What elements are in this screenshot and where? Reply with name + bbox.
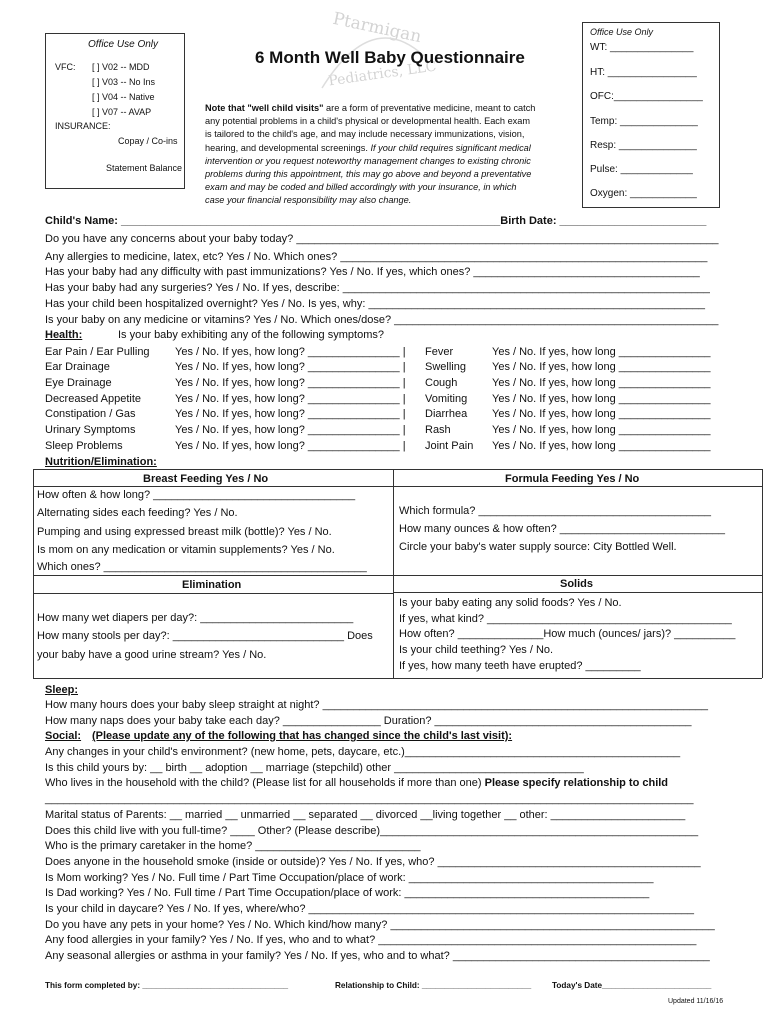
breast-feeding-question[interactable]: Which ones? ___________________________________________ — [37, 561, 367, 573]
symptom-name: Sleep Problems — [45, 440, 123, 452]
social-question[interactable]: Who is the primary caretaker in the home? ___________________________ — [45, 840, 421, 852]
social-question[interactable]: __________________________________________________________________________________________________________ — [45, 793, 694, 805]
page-title: 6 Month Well Baby Questionnaire — [255, 48, 525, 67]
symptom-ask[interactable]: Yes / No. If yes, how long? _______________ | — [175, 393, 406, 405]
symptom-ask[interactable]: Yes / No. If yes, how long? _______________ | — [175, 440, 406, 452]
table-divider — [393, 486, 762, 487]
todays-date-field[interactable]: Today's Date________________________ — [552, 981, 712, 990]
symptom-ask[interactable]: Yes / No. If yes, how long _______________ — [492, 440, 711, 452]
solids-question[interactable]: If yes, how many teeth have erupted? _________ — [399, 660, 641, 672]
symptom-ask[interactable]: Yes / No. If yes, how long? _______________ | — [175, 424, 406, 436]
office-use-title-right: Office Use Only — [590, 27, 654, 37]
question-line[interactable]: Has your baby had any difficulty with past immunizations? Yes / No. If yes, which ones? _____________________________________ — [45, 266, 700, 278]
symptom-ask[interactable]: Yes / No. If yes, how long _______________ — [492, 393, 711, 405]
solids-question[interactable]: How often? ______________How much (ounces/ jars)? __________ — [399, 628, 736, 640]
updated-date: Updated 11/16/16 — [668, 998, 724, 1005]
social-question[interactable]: Any changes in your child's environment? (new home, pets, daycare, etc.)_____________________________________________ — [45, 746, 681, 758]
social-question[interactable]: Any food allergies in your family? Yes / No. If yes, who and to what? ____________________________________________________ — [45, 934, 697, 946]
formula-question[interactable]: Which formula? ______________________________________ — [399, 505, 711, 517]
symptom-ask[interactable]: Yes / No. If yes, how long _______________ — [492, 424, 711, 436]
symptom-name: Cough — [425, 377, 458, 389]
height-field[interactable]: HT: ________________ — [590, 67, 697, 78]
breast-feeding-question[interactable]: Alternating sides each feeding? Yes / No. — [37, 507, 238, 519]
elimination-question[interactable]: How many stools per day?: ____________________________ Does — [37, 630, 373, 642]
note-bold-prefix: Note that "well child visits" — [205, 103, 324, 113]
symptom-ask[interactable]: Yes / No. If yes, how long _______________ — [492, 377, 711, 389]
table-border-bottom — [33, 678, 762, 679]
symptom-name: Eye Drainage — [45, 377, 112, 389]
symptom-ask[interactable]: Yes / No. If yes, how long? _______________ | — [175, 408, 406, 420]
vfc-item[interactable]: [ ] V07 -- AVAP — [92, 107, 152, 117]
symptom-ask[interactable]: Yes / No. If yes, how long _______________ — [492, 361, 711, 373]
solids-question[interactable]: Is your baby eating any solid foods? Yes / No. — [399, 597, 622, 609]
logo-line1: Ptarmigan — [330, 8, 424, 48]
question-line[interactable]: Has your baby had any surgeries? Yes / No. If yes, describe: ____________________________________________________________ — [45, 282, 710, 294]
pulse-field[interactable]: Pulse: _____________ — [590, 164, 693, 175]
social-heading: Social: — [45, 730, 82, 742]
completed-by-field[interactable]: This form completed by: ________________________________ — [45, 981, 289, 990]
sleep-question[interactable]: How many hours does your baby sleep straight at night? _______________________________________________________________ — [45, 699, 709, 711]
oxygen-field[interactable]: Oxygen: ____________ — [590, 188, 697, 199]
breast-feeding-header[interactable]: Breast Feeding Yes / No — [143, 473, 269, 485]
household-question[interactable] — [45, 777, 668, 789]
table-border-top — [33, 469, 762, 470]
breast-feeding-question[interactable]: How often & how long? _________________________________ — [37, 489, 356, 501]
symptom-name: Vomiting — [425, 393, 468, 405]
symptom-name: Fever — [425, 346, 454, 358]
relationship-field[interactable]: Relationship to Child: ________________________ — [335, 981, 532, 990]
note-line4b: If your child requires significant medical — [370, 142, 531, 153]
symptom-ask[interactable]: Yes / No. If yes, how long? _______________ | — [175, 377, 406, 389]
health-prompt: Is your baby exhibiting any of the following symptoms? — [118, 329, 384, 341]
weight-field[interactable]: WT: _______________ — [590, 42, 694, 53]
breast-feeding-question[interactable]: Is mom on any medication or vitamin supplements? Yes / No. — [37, 544, 335, 556]
social-question[interactable]: Does anyone in the household smoke (inside or outside)? Yes / No. If yes, who? ___________________________________________ — [45, 856, 701, 868]
symptom-ask[interactable]: Yes / No. If yes, how long? _______________ | — [175, 346, 406, 358]
note-line6: problems during this appointment, this may go above and beyond a preventative — [205, 169, 532, 180]
question-line[interactable]: Do you have any concerns about your baby today? _____________________________________________________________________ — [45, 233, 719, 245]
social-question[interactable]: Is Dad working? Yes / No. Full time / Part Time Occupation/place of work: ________________________________________ — [45, 887, 650, 899]
solids-question[interactable]: If yes, what kind? ________________________________________ — [399, 613, 732, 625]
note-line3: is tailored to the child's age, and may include necessary immunizations, vision, — [205, 129, 525, 140]
social-prompt: (Please update any of the following that has changed since the child's last visit): — [92, 730, 513, 742]
resp-field[interactable]: Resp: ______________ — [590, 140, 697, 151]
symptom-name: Ear Pain / Ear Pulling — [45, 346, 150, 358]
breast-feeding-question[interactable]: Pumping and using expressed breast milk (bottle)? Yes / No. — [37, 526, 332, 538]
social-question[interactable]: Do you have any pets in your home? Yes / No. Which kind/how many? _____________________________________________________ — [45, 919, 715, 931]
ofc-field[interactable]: OFC:________________ — [590, 91, 703, 102]
sleep-question[interactable]: How many naps does your baby take each day? ________________ Duration? __________________________________________ — [45, 715, 692, 727]
symptom-name: Diarrhea — [425, 408, 468, 420]
social-question[interactable]: Is this child yours by: __ birth __ adoption __ marriage (stepchild) other _______________________________ — [45, 762, 584, 774]
social-question[interactable]: Does this child live with you full-time? ____ Other? (Please describe)____________________________________________________ — [45, 825, 699, 837]
symptom-name: Urinary Symptoms — [45, 424, 136, 436]
well-visit-note — [205, 102, 580, 208]
elimination-question[interactable]: your baby have a good urine stream? Yes / No. — [37, 649, 267, 661]
symptom-ask[interactable]: Yes / No. If yes, how long? _______________ | — [175, 361, 406, 373]
symptom-name: Joint Pain — [425, 440, 474, 452]
social-question[interactable]: Any seasonal allergies or asthma in your family? Yes / No. If yes, who and to what? __________________________________________ — [45, 950, 710, 962]
copay-label: Copay / Co-ins — [118, 136, 178, 146]
childs-name-field[interactable]: Child's Name: ______________________________________________________________Birth Date: ________________________ — [45, 215, 707, 227]
table-divider — [33, 486, 393, 487]
solids-question[interactable]: Is your child teething? Yes / No. — [399, 644, 554, 656]
office-use-title-left: Office Use Only — [88, 39, 159, 50]
symptom-name: Constipation / Gas — [45, 408, 136, 420]
vfc-item[interactable]: [ ] V02 -- MDD — [92, 62, 150, 72]
insurance-label: INSURANCE: — [55, 121, 111, 131]
elimination-header: Elimination — [182, 579, 242, 591]
table-border-right — [762, 469, 763, 678]
note-line7: exam and may be coded and billed accordingly with your insurance, in which — [205, 182, 517, 193]
formula-feeding-header[interactable]: Formula Feeding Yes / No — [505, 473, 640, 485]
note-line2: any potential problems in a child's physical or developmental health. Each exam — [205, 116, 531, 127]
symptom-name: Ear Drainage — [45, 361, 110, 373]
logo-line2: Pediatrics, LLC — [327, 58, 438, 90]
symptom-ask[interactable]: Yes / No. If yes, how long _______________ — [492, 346, 711, 358]
sleep-heading: Sleep: — [45, 684, 79, 696]
question-line[interactable]: Is your baby on any medicine or vitamins? Yes / No. Which ones/dose? _____________________________________________________ — [45, 314, 719, 326]
table-divider-vertical — [393, 469, 394, 678]
social-question[interactable]: Is your child in daycare? Yes / No. If yes, where/who? _______________________________________________________________ — [45, 903, 694, 915]
note-line8: case your financial responsibility may also change. — [205, 195, 412, 206]
elimination-question[interactable]: How many wet diapers per day?: _________________________ — [37, 612, 354, 624]
symptom-name: Decreased Appetite — [45, 393, 142, 405]
note-line5: intervention or you request noteworthy management changes to existing chronic — [205, 155, 531, 166]
table-border-left — [33, 469, 34, 678]
vfc-item[interactable]: [ ] V04 -- Native — [92, 92, 155, 102]
statement-balance-label: Statement Balance — [106, 163, 183, 173]
table-divider — [393, 592, 762, 593]
formula-question[interactable]: How many ounces & how often? ___________________________ — [399, 523, 725, 535]
formula-question[interactable]: Circle your baby's water supply source: City Bottled Well. — [399, 541, 677, 553]
symptom-name: Swelling — [425, 361, 466, 373]
temp-field[interactable]: Temp: ______________ — [590, 116, 698, 127]
social-question[interactable]: Is Mom working? Yes / No. Full time / Part Time Occupation/place of work: ________________________________________ — [45, 872, 654, 884]
nutrition-heading: Nutrition/Elimination: — [45, 456, 157, 468]
question-line[interactable]: Has your child been hospitalized overnight? Yes / No. Is yes, why: _______________________________________________________ — [45, 298, 705, 310]
note-line4a: hearing, and developmental screenings. — [205, 142, 371, 153]
symptom-name: Rash — [425, 424, 451, 436]
vfc-label: VFC: — [55, 62, 76, 72]
household-question-text: Who lives in the household with the child? (Please list for all households if more than one) — [45, 777, 485, 789]
social-question[interactable]: Marital status of Parents: __ married __ unmarried __ separated __ divorced __living together __ other: ______________________ — [45, 809, 686, 821]
household-question-bold: Please specify relationship to child — [484, 777, 669, 789]
solids-header: Solids — [560, 578, 594, 590]
vfc-item[interactable]: [ ] V03 -- No Ins — [92, 77, 156, 87]
health-heading: Health: — [45, 329, 83, 341]
table-divider — [33, 575, 762, 576]
table-divider — [33, 593, 393, 594]
note-line1: are a form of preventative medicine, meant to catch — [323, 103, 536, 113]
symptom-ask[interactable]: Yes / No. If yes, how long _______________ — [492, 408, 711, 420]
question-line[interactable]: Any allergies to medicine, latex, etc? Yes / No. Which ones? ____________________________________________________________ — [45, 251, 708, 263]
